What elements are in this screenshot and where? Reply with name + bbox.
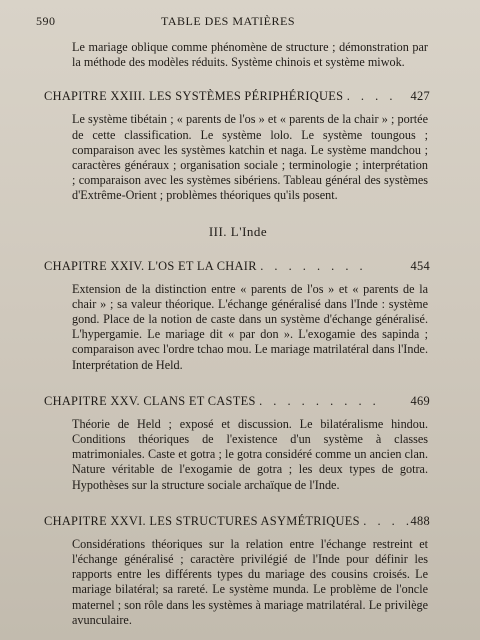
chapter-title: CHAPITRE XXV. CLANS ET CASTES	[44, 393, 256, 408]
intro-summary: Le mariage oblique comme phénomène de structure ; démonstration par la méthode des modèles réduits. Système chinois et système miwok.	[72, 40, 428, 70]
running-title: TABLE DES MATIÈRES	[160, 14, 296, 28]
chapter-summary: Extension de la distinction entre « parents de l'os » et « parents de la chair » ; sa valeur théorique. L'échange généralisé dans l'Inde : système gond. Place de la notion de caste dans un système d'échange généralisé. L'hypergamie. Le mariage dit « par don ». L'exogamie des sapinda ; comparaison avec l'ordre tchao mou. Le mariage matrilatéral dans l'Inde. Interprétation de Held.	[72, 281, 428, 372]
page-header	[36, 14, 420, 34]
chapter-summary: Théorie de Held ; exposé et discussion. Le bilatéralisme hindou. Conditions théoriques de l'existence d'un système à classes matrimoniales. Caste et gotra ; le gotra considéré comme un ancien clan. Nature véritable de l'exogamie de gotra ; les deux types de gotra. Hypothèses sur la structure sociale archaïque de l'Inde.	[72, 416, 428, 492]
part-heading: III. L'Inde	[208, 223, 268, 239]
chapter-title: CHAPITRE XXIII. LES SYSTÈMES PÉRIPHÉRIQUES	[44, 89, 344, 104]
page-number: 590	[36, 14, 56, 28]
leader-dots: . . . .	[363, 513, 413, 528]
chapter-page: 469	[410, 393, 430, 408]
chapter-heading	[44, 258, 428, 274]
chapter-heading	[44, 393, 428, 409]
chapter-heading	[44, 513, 428, 529]
leader-dots: . . . . . . . . .	[259, 393, 380, 408]
chapter-title: CHAPITRE XXIV. L'OS ET LA CHAIR	[44, 258, 257, 273]
chapter-page: 427	[410, 89, 430, 104]
chapter-page: 454	[410, 258, 430, 273]
leader-dots: . . . .	[346, 89, 397, 104]
chapter-heading	[44, 88, 428, 104]
toc-content	[44, 40, 430, 640]
chapter-title: CHAPITRE XXVI. LES STRUCTURES ASYMÉTRIQUES	[44, 513, 360, 528]
chapter-summary: Considérations théoriques sur la relation entre l'échange restreint et l'échange généralisé ; caractère privilégié de l'Inde pour définir les rapports entre les différents types du mariage des cousins croisés. Le mariage bilatéral; sa rareté. Le système munda. Le problème de l'oncle maternel ; son rôle dans les systèmes à mariage matrilatéral. Le privilège avunculaire.	[72, 536, 428, 627]
leader-dots: . . . . . . . .	[260, 258, 367, 273]
chapter-page: 488	[410, 513, 430, 528]
chapter-summary: Le système tibétain ; « parents de l'os » et « parents de la chair » ; portée de cette classification. Le système lolo. Le système toungous ; comparaison avec les systèmes katchin et naga. Le système mandchou ; caractères généraux ; organisation sociale ; terminologie ; interprétation ; comparaison avec les systèmes sibériens. Tableau général des systèmes d'Extrême-Orient ; problèmes théoriques qu'ils posent.	[72, 112, 428, 203]
